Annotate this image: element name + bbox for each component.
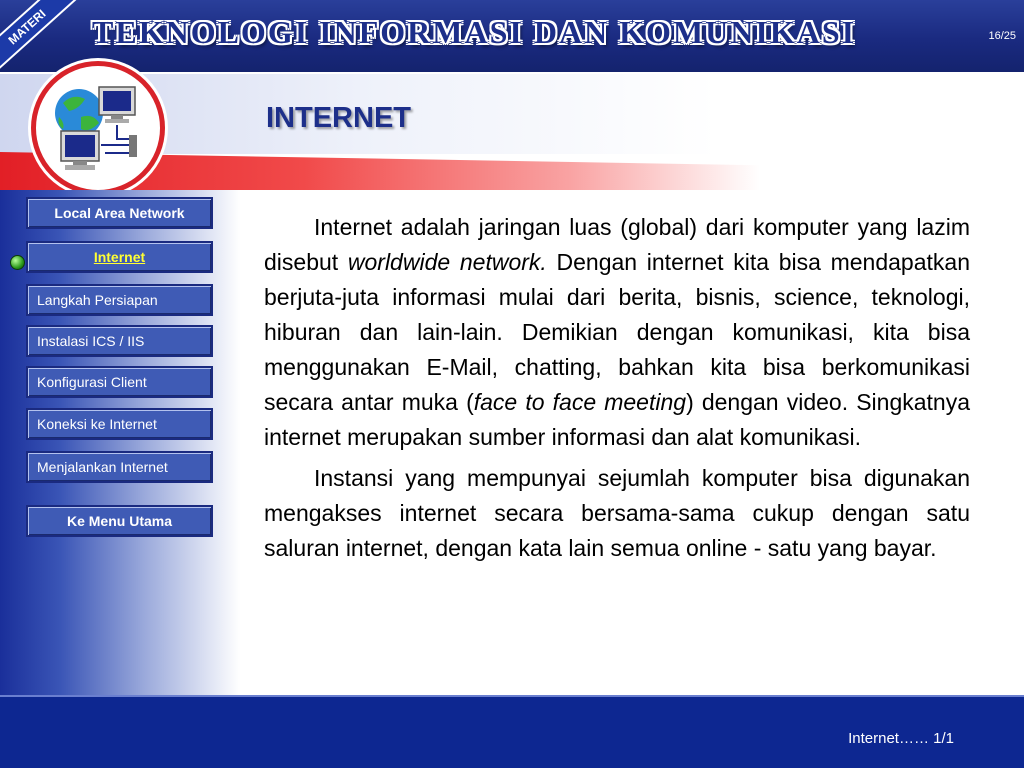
term-face-to-face: face to face meeting [473,389,687,415]
page-counter: 16/25 [988,30,1016,42]
main-menu-button[interactable]: Ke Menu Utama [26,505,213,537]
header-title: TEKNOLOGI INFORMASI DAN KOMUNIKASI [92,14,857,50]
network-computers-icon [39,69,157,187]
footer-bar [0,695,1024,768]
materi-ribbon: MATERI [0,0,77,73]
nav-langkah-persiapan[interactable]: Langkah Persiapan [26,284,213,316]
nav-konfigurasi-client[interactable]: Konfigurasi Client [26,366,213,398]
nav-internet[interactable]: Internet [26,241,213,273]
paragraph-2: Instansi yang mempunyai sejumlah komputer bisa digunakan mengakses internet secara bersama-sama cukup dengan satu saluran internet, dengan kata lain semua online - satu yang bayar. [264,465,970,561]
content-body [264,210,970,572]
logo [36,66,160,190]
footer-page-label: Internet…… 1/1 [848,730,954,747]
nav-instalasi-ics-iis[interactable]: Instalasi ICS / IIS [26,325,213,357]
nav-koneksi-ke-internet[interactable]: Koneksi ke Internet [26,408,213,440]
slide-title: INTERNET [266,102,411,134]
nav-local-area-network[interactable]: Local Area Network [26,197,213,229]
term-worldwide-network: worldwide network. [347,249,547,275]
nav-menjalankan-internet[interactable]: Menjalankan Internet [26,451,213,483]
paragraph-1: Internet adalah jaringan luas (global) dari komputer yang lazim disebut worldwide network. Dengan internet kita bisa mendapatkan berjuta-juta informasi mulai dari berita, bisnis, science, teknologi, hiburan dan lain-lain. Demikian dengan komunikasi, kita bisa menggunakan E-Mail, chatting, bahkan kita bisa berkomunikasi secara antar muka (face to face meeting) dengan video. Singkatnya internet merupakan sumber informasi dan alat komunikasi. [264,214,971,450]
current-item-bullet-icon [10,255,25,270]
header-bar [0,0,1024,72]
